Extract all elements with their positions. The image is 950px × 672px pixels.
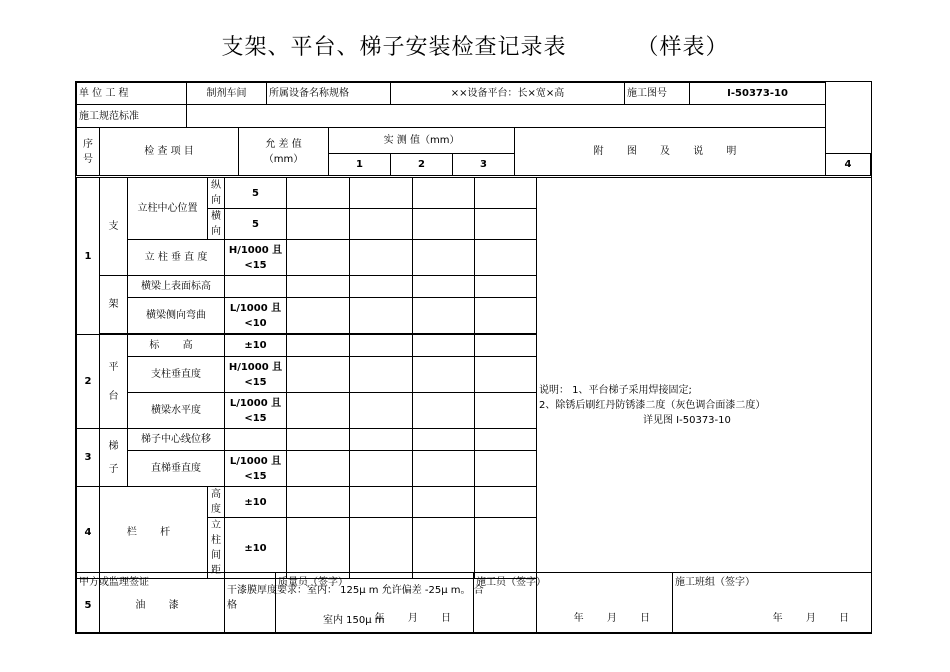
measure-cell[interactable] <box>350 240 413 276</box>
constructor-signature-label: 施工员（签字） <box>476 577 546 588</box>
measure-cell[interactable] <box>475 429 537 451</box>
measure-cell[interactable] <box>287 178 350 209</box>
col-m1: 1 <box>329 154 391 176</box>
item-pillar-vertical: 支柱垂直度 <box>128 357 225 393</box>
tol-pm10b: ±10 <box>225 487 287 518</box>
quality-signature-label: 质量员（签字） <box>278 577 348 588</box>
measure-cell[interactable] <box>475 518 537 579</box>
item-ladder-center-shift: 梯子中心线位移 <box>128 429 225 451</box>
measure-cell[interactable] <box>413 178 475 209</box>
inspection-body <box>76 177 872 633</box>
tol-h1000a-line2: <15 <box>244 259 267 271</box>
group-4-number: 4 <box>77 487 100 579</box>
col-notes: 附 图 及 说 明 <box>515 128 826 176</box>
measure-cell[interactable] <box>413 240 475 276</box>
owner-signature[interactable] <box>77 573 276 633</box>
measure-cell[interactable] <box>350 393 413 429</box>
group-3-number: 3 <box>77 429 100 487</box>
measure-cell[interactable] <box>350 518 413 579</box>
group-2-number: 2 <box>77 335 100 429</box>
constructor-date: 年 月 日 <box>573 613 660 624</box>
tol-empty <box>225 276 287 298</box>
title-main: 支架、平台、梯子安装检查记录表 <box>221 35 567 60</box>
measure-cell[interactable] <box>475 393 537 429</box>
col-m4: 4 <box>826 154 871 176</box>
measure-cell[interactable] <box>287 357 350 393</box>
group-3-name <box>100 429 128 487</box>
measure-cell[interactable] <box>413 487 475 518</box>
measure-cell[interactable] <box>475 335 537 357</box>
inspection-table <box>76 82 871 176</box>
measure-cell[interactable] <box>287 487 350 518</box>
col-measured: 实 测 值（mm） <box>329 128 515 154</box>
measure-cell[interactable] <box>475 451 537 487</box>
measure-cell[interactable] <box>287 429 350 451</box>
signature-table <box>76 572 872 633</box>
measure-cell[interactable] <box>350 298 413 334</box>
group-5-number: 5 <box>77 579 100 633</box>
equipment-label: 所属设备名称规格 <box>267 83 391 105</box>
tol-5a: 5 <box>225 178 287 209</box>
group-3-name-top: 梯 <box>108 440 119 452</box>
item-beam-side-bend: 横梁侧向弯曲 <box>128 298 225 334</box>
col-tolerance-line1: 允 差 值 <box>265 138 302 150</box>
tol-l1000c <box>225 451 287 487</box>
group-1-name-bottom: 架 <box>100 276 128 334</box>
measure-cell[interactable] <box>413 429 475 451</box>
tol-l1000c-line1: L/1000 且 <box>229 455 282 467</box>
measure-cell[interactable] <box>287 276 350 298</box>
tol-h1000b-line1: H/1000 且 <box>228 361 283 373</box>
tol-5b: 5 <box>225 209 287 240</box>
measure-cell[interactable] <box>413 393 475 429</box>
header-row-spec <box>77 105 871 128</box>
group-2-name-top: 平 <box>108 361 119 373</box>
paint-req-line1: 干漆膜厚度要求：室内： 125μ m 允许偏差 -25μ m。 合 <box>227 585 484 596</box>
measure-cell[interactable] <box>475 240 537 276</box>
item-beam-top-elev: 横梁上表面标高 <box>128 276 225 298</box>
owner-signature-label: 甲方或监理签证 <box>79 577 149 588</box>
tol-h1000a <box>225 240 287 276</box>
item-longitudinal: 纵向 <box>208 178 225 209</box>
tol-h1000a-line1: H/1000 且 <box>228 244 283 256</box>
measure-cell[interactable] <box>475 357 537 393</box>
group-2-name-bottom: 台 <box>108 390 119 402</box>
measure-cell[interactable] <box>475 298 537 334</box>
measure-cell[interactable] <box>475 276 537 298</box>
col-m3: 3 <box>453 154 515 176</box>
measure-cell[interactable] <box>350 487 413 518</box>
team-date: 年 月 日 <box>772 613 859 624</box>
note-line-1: 说明： 1、平台梯子采用焊接固定; <box>539 384 692 396</box>
tol-l1000a-line1: L/1000 且 <box>229 302 282 314</box>
spec-value <box>187 105 826 128</box>
measure-cell[interactable] <box>350 209 413 240</box>
measure-cell[interactable] <box>350 335 413 357</box>
tol-l1000b-line2: <15 <box>244 412 267 424</box>
quality-signature[interactable] <box>276 573 474 633</box>
note-line-3: 详见图 I-50373-10 <box>643 414 731 426</box>
group-3-name-bottom: 子 <box>108 463 119 475</box>
tol-empty <box>225 429 287 451</box>
tol-l1000b <box>225 393 287 429</box>
measure-cell[interactable] <box>413 335 475 357</box>
col-seq: 序号 <box>77 128 100 176</box>
tol-l1000a <box>225 298 287 334</box>
measure-cell[interactable] <box>413 276 475 298</box>
col-item: 检 查 项 目 <box>100 128 239 176</box>
measure-cell[interactable] <box>413 518 475 579</box>
tol-pm10c: ±10 <box>225 518 287 579</box>
measure-cell[interactable] <box>350 451 413 487</box>
group-4-name: 栏 杆 <box>100 487 208 579</box>
quality-date: 年 月 日 <box>374 613 461 624</box>
spec-label: 施工规范标准 <box>77 105 187 128</box>
measure-cell[interactable] <box>475 209 537 240</box>
group-1-name-top: 支 <box>100 178 128 276</box>
measure-cell[interactable] <box>287 298 350 334</box>
tol-h1000b-line2: <15 <box>244 376 267 388</box>
measure-cell[interactable] <box>350 276 413 298</box>
measure-cell[interactable] <box>475 178 537 209</box>
table-row <box>77 178 872 209</box>
measure-cell[interactable] <box>413 298 475 334</box>
measure-cell[interactable] <box>287 209 350 240</box>
measure-cell[interactable] <box>350 178 413 209</box>
notes-cell <box>537 178 872 633</box>
item-height: 高度 <box>208 487 225 518</box>
signature-row <box>77 573 872 633</box>
header-row-unit <box>77 83 871 105</box>
group-5-name: 油 漆 <box>100 579 225 633</box>
measure-cell[interactable] <box>287 335 350 357</box>
item-ladder-vertical: 直梯垂直度 <box>128 451 225 487</box>
measure-cell[interactable] <box>413 209 475 240</box>
equipment-value: ××设备平台：长×宽×高 <box>391 83 625 105</box>
measure-cell[interactable] <box>287 393 350 429</box>
tol-l1000c-line2: <15 <box>244 470 267 482</box>
column-header-row-1 <box>77 128 871 154</box>
note-line-2: 2、除锈后刷红丹防锈漆二度（灰色调合面漆二度） <box>539 399 766 411</box>
tol-l1000a-line2: <10 <box>244 317 267 329</box>
measure-cell[interactable] <box>350 357 413 393</box>
measure-cell[interactable] <box>413 451 475 487</box>
tol-l1000b-line1: L/1000 且 <box>229 397 282 409</box>
group-2-name <box>100 335 128 429</box>
item-transverse: 横向 <box>208 209 225 240</box>
unit-label: 单 位 工 程 <box>77 83 187 105</box>
title-sample-tag: （样表） <box>636 35 729 60</box>
measure-cell[interactable] <box>475 487 537 518</box>
team-signature-label: 施工班组（签字） <box>675 577 755 588</box>
measure-cell[interactable] <box>350 429 413 451</box>
col-m2: 2 <box>391 154 453 176</box>
item-post-spacing: 立柱间距 <box>208 518 225 579</box>
measure-cell[interactable] <box>287 518 350 579</box>
item-elevation: 标 高 <box>128 335 225 357</box>
col-tolerance-line2: （mm） <box>263 153 304 165</box>
paint-req-line2: 格 <box>227 600 237 611</box>
col-tolerance <box>239 128 329 176</box>
item-beam-level: 横梁水平度 <box>128 393 225 429</box>
measure-cell[interactable] <box>287 240 350 276</box>
group-1-number: 1 <box>77 178 100 335</box>
tol-pm10a: ±10 <box>225 335 287 357</box>
measure-cell[interactable] <box>287 451 350 487</box>
measure-cell[interactable] <box>413 357 475 393</box>
constructor-signature[interactable] <box>474 573 673 633</box>
document-title <box>0 30 950 61</box>
team-signature[interactable] <box>673 573 872 633</box>
item-column-vertical: 立 柱 垂 直 度 <box>128 240 225 276</box>
tol-h1000b <box>225 357 287 393</box>
item-column-center: 立柱中心位置 <box>128 178 208 240</box>
drawing-no-value: I-50373-10 <box>690 83 826 105</box>
unit-value: 制剂车间 <box>187 83 267 105</box>
drawing-no-label: 施工图号 <box>625 83 690 105</box>
paint-req-line3: 室内 150μ m <box>323 615 385 626</box>
